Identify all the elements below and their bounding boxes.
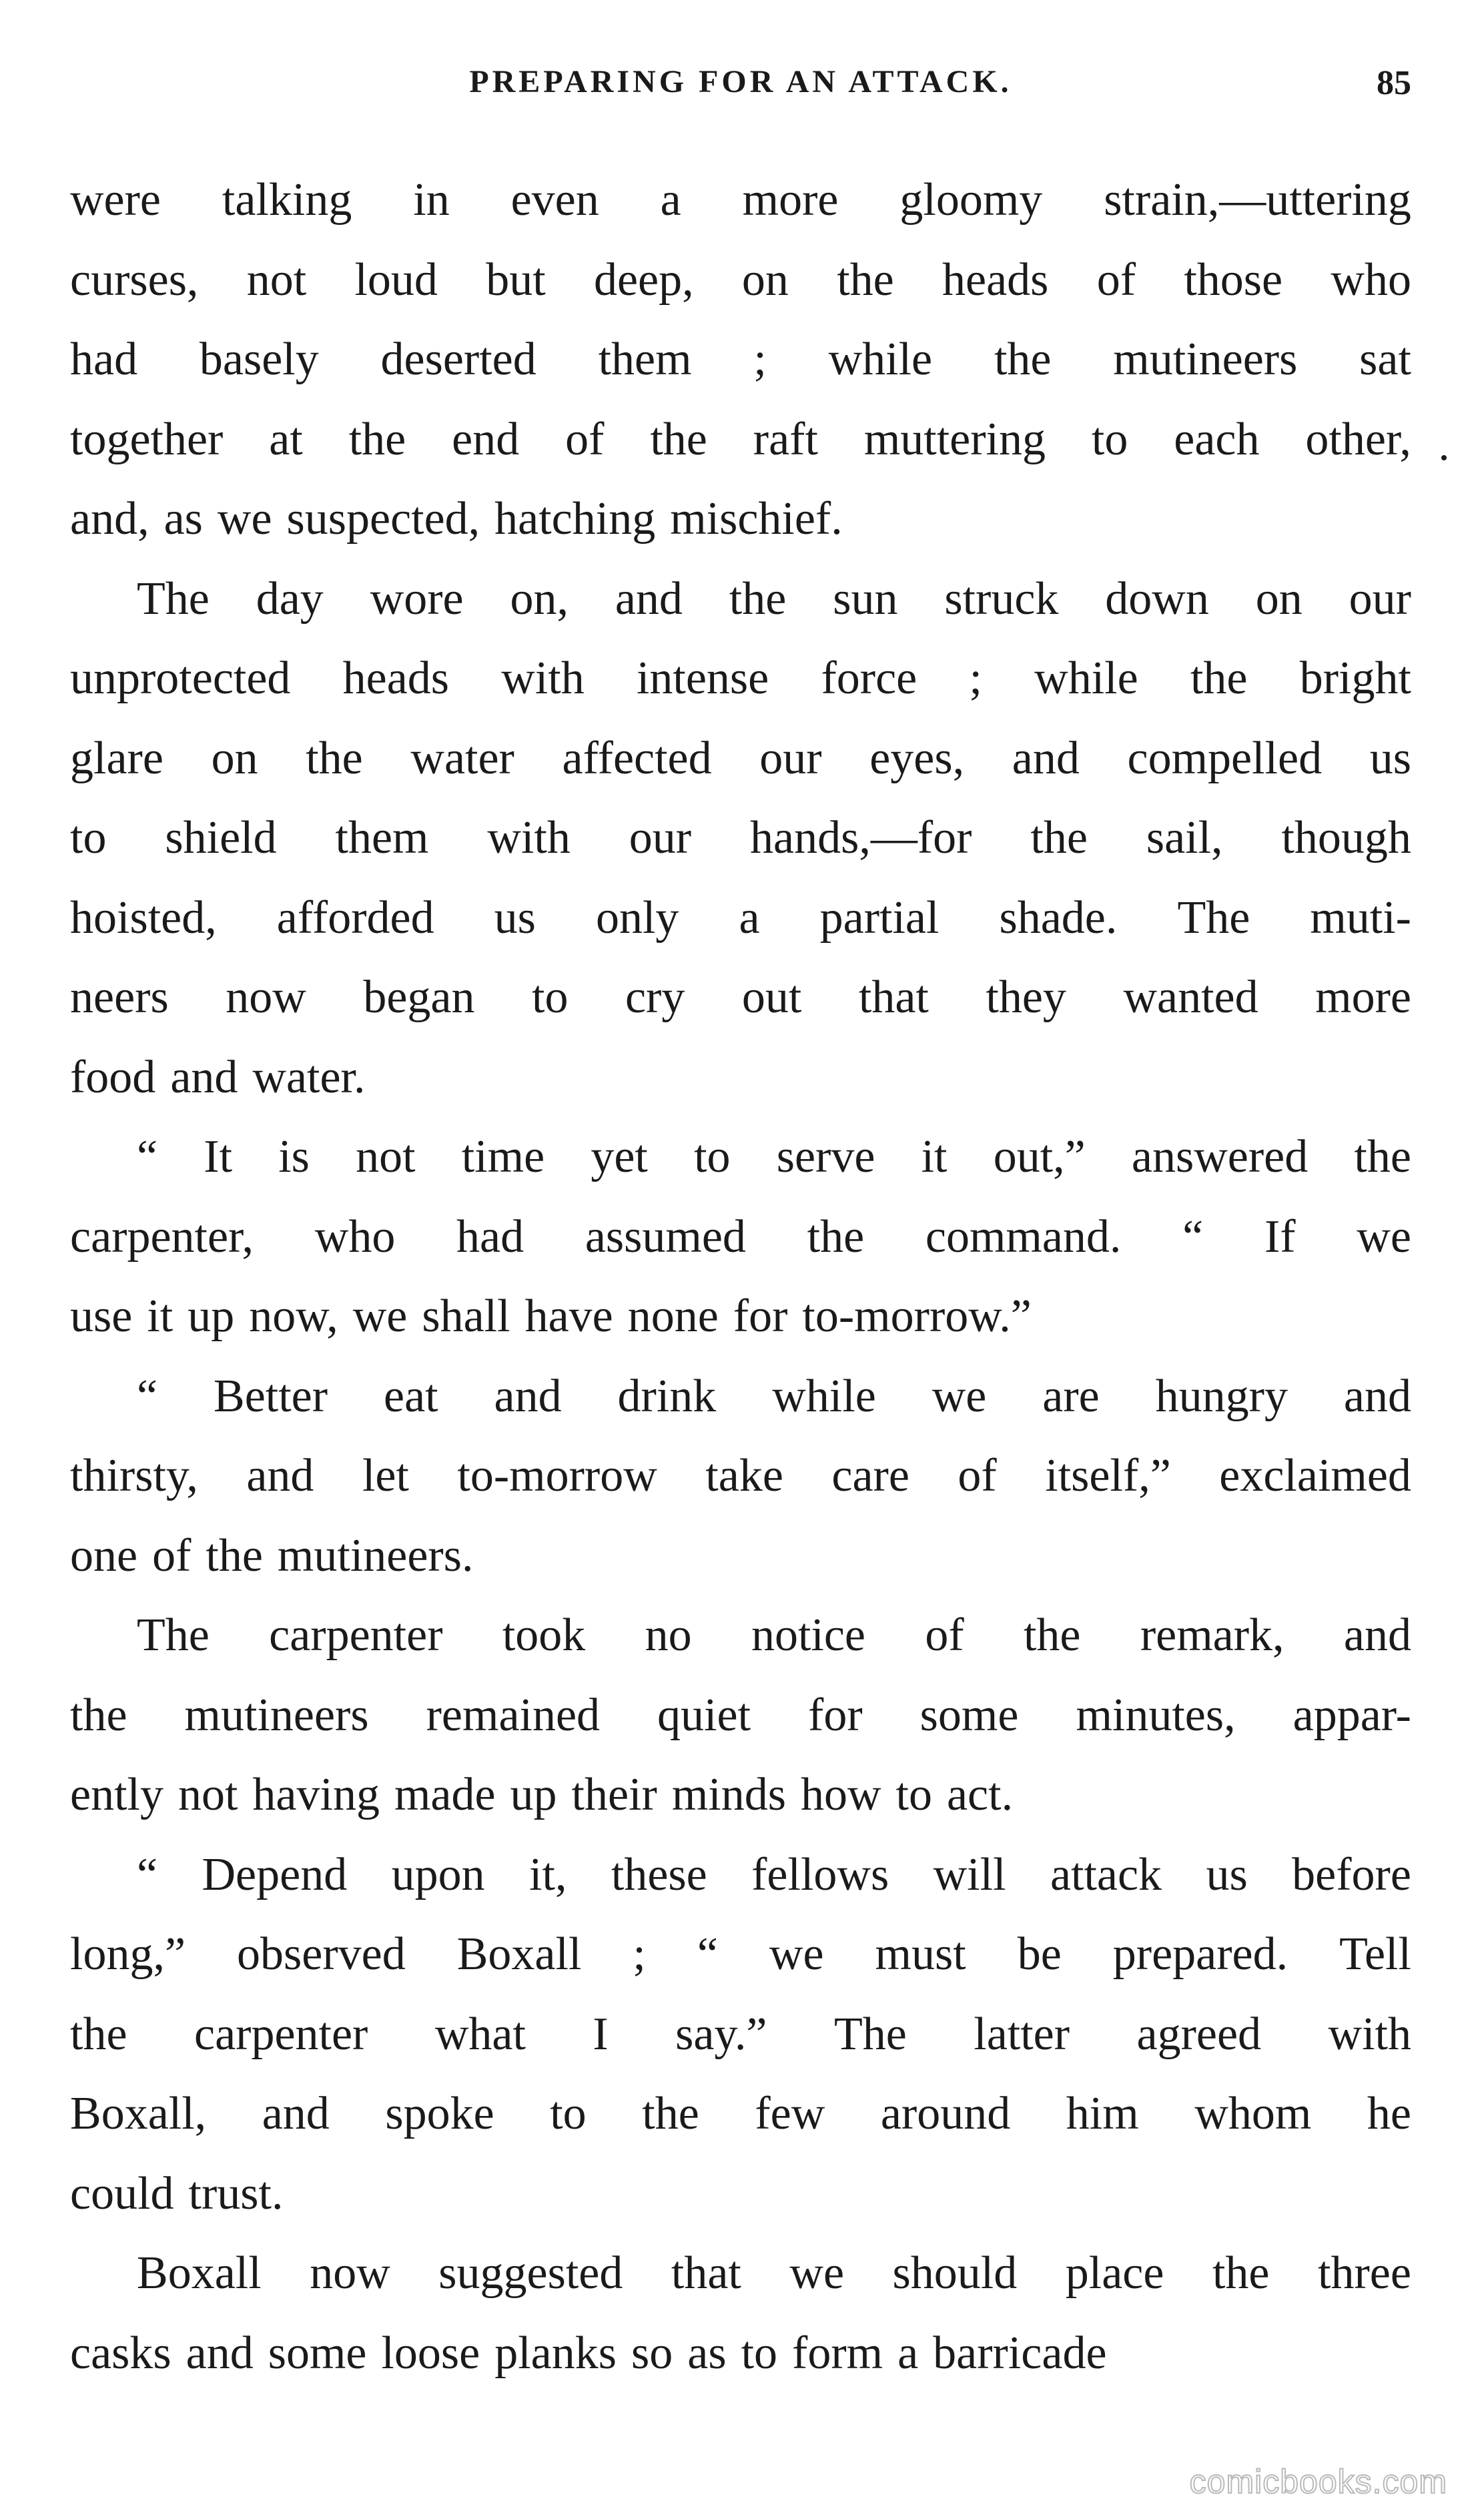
text-line: neers now began to cry out that they wanted more (70, 972, 1411, 1023)
watermark: comicbooks.com (1189, 2463, 1447, 2500)
text-line: the carpenter what I say.” The latter agreed with (70, 2008, 1411, 2060)
text-line: “ Better eat and drink while we are hungry and (137, 1370, 1411, 1422)
text-line: to shield them with our hands,—for the sail, though (70, 812, 1411, 863)
paragraph (70, 1357, 1411, 1596)
paragraph (70, 1595, 1411, 1835)
text-line: Boxall now suggested that we should place the three (137, 2247, 1411, 2299)
print-speck (1441, 455, 1447, 460)
text-line: had basely deserted them ; while the mutineers sat (70, 334, 1411, 385)
text-line: could trust. (70, 2167, 284, 2219)
paragraph (70, 2233, 1411, 2393)
text-line: glare on the water affected our eyes, and compelled us (70, 732, 1411, 784)
text-line: The carpenter took no notice of the remark, and (137, 1609, 1411, 1661)
text-line: Boxall, and spoke to the few around him whom he (70, 2088, 1411, 2139)
text-line: one of the mutineers. (70, 1529, 474, 1581)
text-line: carpenter, who had assumed the command. “ If we (70, 1210, 1411, 1263)
running-head (70, 63, 1411, 117)
body-text (70, 160, 1411, 2393)
paragraph (70, 1117, 1411, 1357)
text-line: the mutineers remained quiet for some minutes, appar- (70, 1689, 1411, 1741)
text-line: thirsty, and let to-morrow take care of itself,” exclaimed (70, 1450, 1411, 1501)
text-line: were talking in even a more gloomy strain,—uttering (70, 174, 1411, 226)
text-line: casks and some loose planks so as to form a barricade (70, 2327, 1107, 2379)
text-line: “ It is not time yet to serve it out,” answered the (137, 1131, 1411, 1182)
text-line: together at the end of the raft muttering to each other, (70, 413, 1411, 465)
paragraph (70, 1835, 1411, 2234)
text-line: and, as we suspected, hatching mischief. (70, 493, 843, 545)
paragraph (70, 559, 1411, 1118)
chapter-running-title: PREPARING FOR AN ATTACK. (469, 64, 1012, 99)
text-line: curses, not loud but deep, on the heads of those who (70, 254, 1411, 306)
text-line: hoisted, afforded us only a partial shade. The muti- (70, 891, 1411, 944)
text-line: use it up now, we shall have none for to-morrow.” (70, 1291, 1032, 1342)
paragraph (70, 160, 1411, 559)
text-line: The day wore on, and the sun struck down on our (137, 573, 1411, 625)
text-line: long,” observed Boxall ; “ we must be prepared. Tell (70, 1928, 1411, 1980)
text-line: food and water. (70, 1051, 366, 1103)
text-line: ently not having made up their minds how to act. (70, 1769, 1014, 1820)
page-number: 85 (1377, 64, 1411, 102)
text-line: unprotected heads with intense force ; while the bright (70, 653, 1411, 704)
text-line: “ Depend upon it, these fellows will attack us before (137, 1848, 1411, 1900)
